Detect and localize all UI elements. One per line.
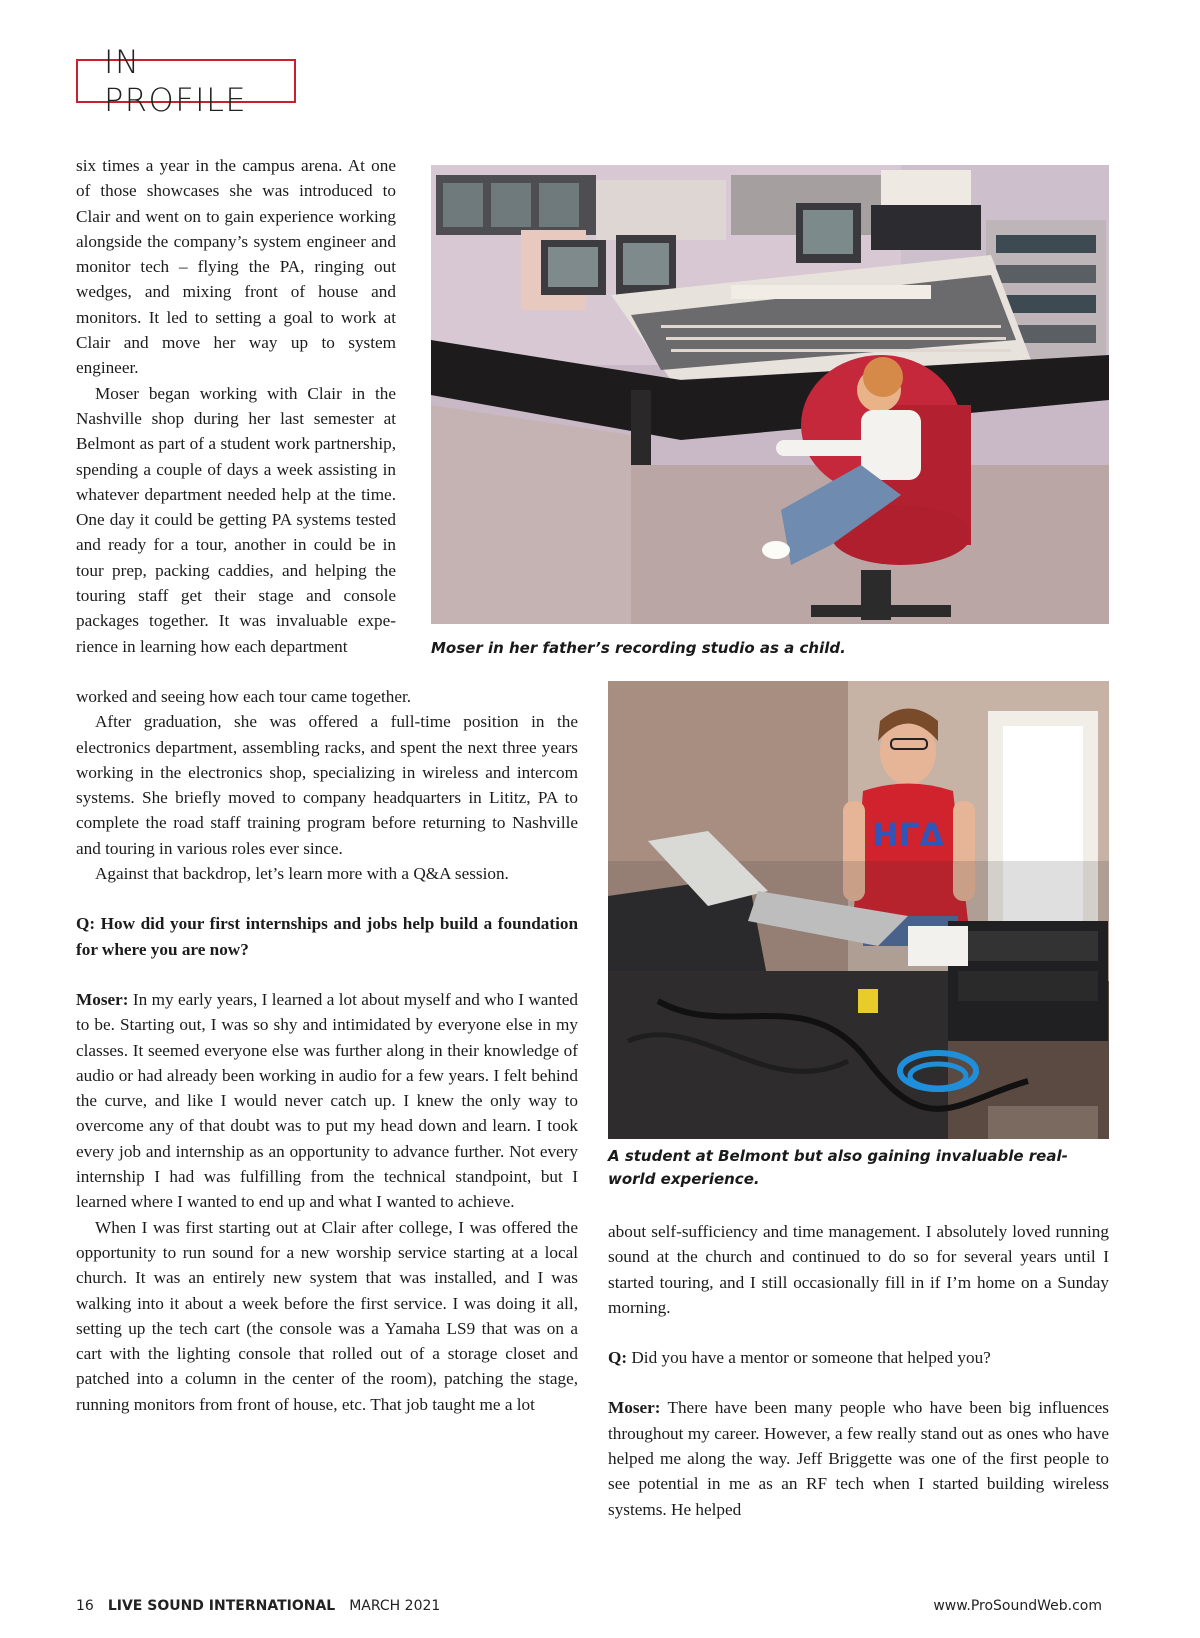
website-link[interactable]: www.ProSoundWeb.com (933, 1598, 1102, 1614)
paragraph: Against that backdrop, let’s learn more with a Q&A session. (95, 864, 509, 884)
answer-label: Moser: (76, 989, 129, 1009)
paragraph: worked and seeing how each tour came together. (76, 687, 412, 706)
answer (608, 1395, 1109, 1521)
question-label: Q: (608, 1348, 628, 1368)
photo-caption: Moser in her father’s recording studio as a child. (431, 639, 846, 657)
page-footer (76, 1598, 1102, 1618)
question: Q: How did your first internships and jobs help build a foundation for where you are now? (76, 914, 578, 959)
student-photo-illustration (608, 681, 1109, 1139)
shirt-letters: ΗΓΔ (872, 816, 944, 854)
answer-label: Moser: (608, 1398, 661, 1418)
section-tag: IN PROFILE (76, 59, 296, 103)
paragraph: about self-sufficiency and time management. I absolutely loved running sound at the church and continued to do so for several years until I started touring, and I still occasionally fill in if I’m home on a Sunday morning. (608, 1222, 1109, 1317)
article-column-left-main (76, 684, 578, 1417)
photo-belmont-student (608, 681, 1109, 1139)
issue-date: MARCH 2021 (349, 1598, 441, 1614)
page-number: 16 (76, 1598, 94, 1614)
paragraph: When I was first starting out at Clair after college, I was offered the opportunity to run sound for a new worship service starting at a local church. It was an entirely new system that was installed, and I was walking into it about a week before the first service. I was doing it all, setting up the tech cart (the console was a Yamaha LS9 that was on a cart with the lighting console that rolled out of a storage closet and patched into a column in the center of the room), patching the stage, running monitors from front of house, etc. That job taught me a lot (76, 1217, 578, 1414)
question-text: Did you have a mentor or someone that helped you? (631, 1348, 991, 1368)
studio-photo-illustration (431, 165, 1109, 624)
answer-text: In my early years, I learned a lot about myself and who I wanted to be. Starting out, I was so shy and intimidated by everyone else in my classes. It seemed everyone else was further along in their knowledge of audio or had already been working in audio for a few years. I felt behind the curve, and like I would never catch up. I knew the only way to overcome any of that doubt was to put my head down and learn. I took every job and internship as an opportunity to advance further. Not every internship I had was fulfilling from the technical standpoint, but I learned where I wanted to end up and what I wanted to achieve. (76, 989, 579, 1212)
paragraph: Moser began working with Clair in the Nashville shop during her last semester at Belmont as part of a student work partnership, spending a couple of days a week assisting in whatever department needed help at the time. One day it could be getting PA systems tested and ready for a tour, another in could be in tour prep, packing caddies, and helping the touring staff get their stage and console packages together. It was invaluable expe- rience in learning how each department (76, 383, 396, 656)
paragraph: six times a year in the campus arena. At one of those showcases she was introduced to Clair and went on to gain experience working alongside the company’s system engineer and monitor tech – flying the PA, ringing out wedges, and mixing front of house and monitors. It led to setting a goal to work at Clair and move her way up to system engineer. (76, 156, 396, 378)
paragraph: After graduation, she was offered a full-time position in the electronics department, assembling racks, and spent the next three years working in the electronics shop, specializing in wireless and intercom systems. She briefly moved to company headquarters in Lititz, PA to complete the road staff training program before returning to Nashville and touring in various roles ever since. (76, 712, 578, 858)
question (608, 1345, 1109, 1370)
article-column-right (608, 1219, 1109, 1522)
article-column-left-top (76, 153, 396, 659)
publication-name: LIVE SOUND INTERNATIONAL (107, 1598, 336, 1614)
photo-caption: A student at Belmont but also gaining invaluable real-world experience. (608, 1147, 1068, 1188)
photo-recording-studio (431, 165, 1109, 624)
answer-text: There have been many people who have been big influences throughout my career. However, a few really stand out as ones who have helped me along the way. Jeff Briggette was one of the first people to see potential in me as an RF tech when I started building wireless systems. He helped (608, 1398, 1109, 1519)
answer (76, 987, 578, 1215)
